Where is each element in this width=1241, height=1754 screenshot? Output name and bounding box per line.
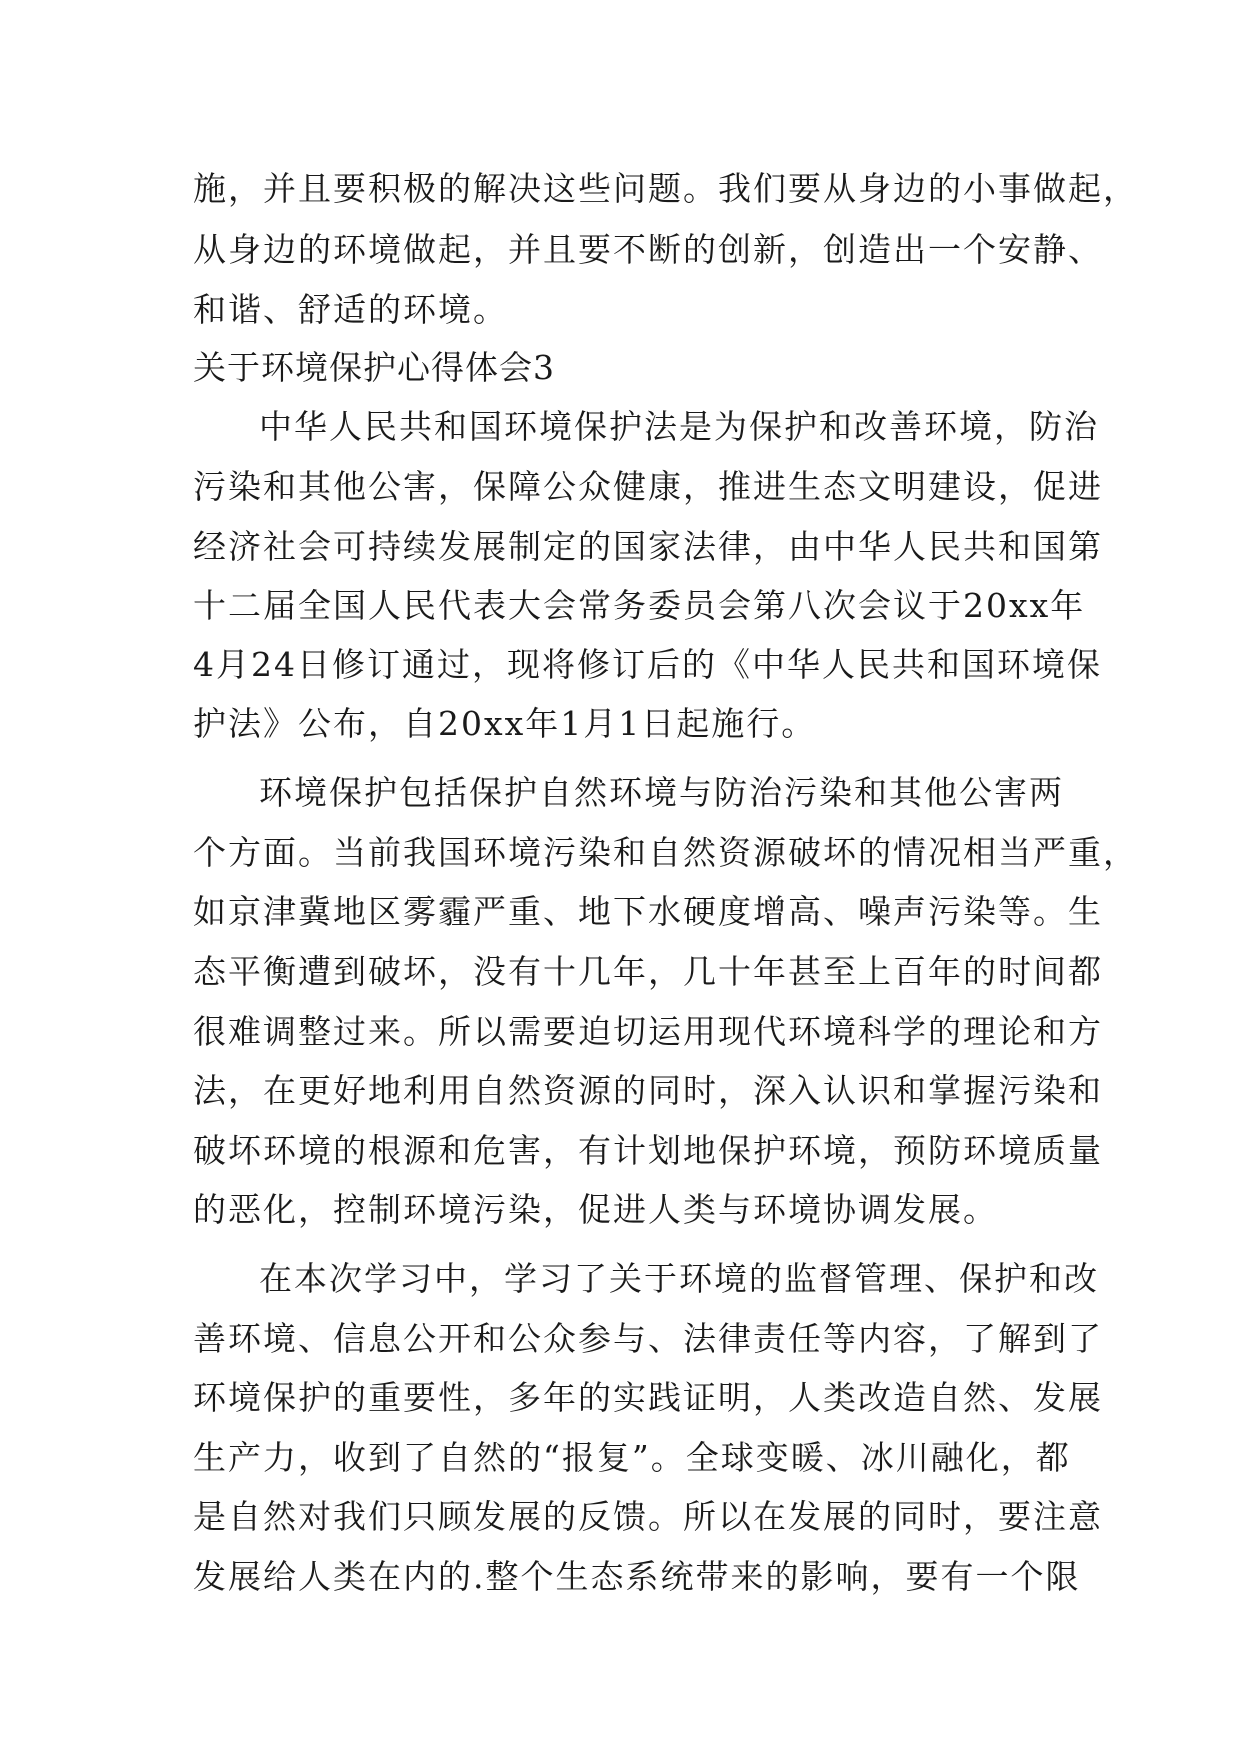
paragraph-line: 的恶化，控制环境污染，促进人类与环境协调发展。 (193, 1190, 998, 1229)
paragraph-line: 中华人民共和国环境保护法是为保护和改善环境，防治 (259, 407, 1099, 446)
paragraph-line: 环境保护的重要性，多年的实践证明，人类改造自然、发展 (193, 1378, 1103, 1417)
paragraph-line: 法，在更好地利用自然资源的同时，深入认识和掌握污染和 (193, 1071, 1103, 1110)
paragraph-line: 态平衡遭到破坏，没有十几年，几十年甚至上百年的时间都 (193, 952, 1103, 991)
paragraph-line: 善环境、信息公开和公众参与、法律责任等内容，了解到了 (193, 1319, 1103, 1358)
paragraph-line: 环境保护包括保护自然环境与防治污染和其他公害两 (259, 773, 1064, 812)
paragraph-line: 经济社会可持续发展制定的国家法律，由中华人民共和国第 (193, 527, 1103, 566)
paragraph-line: 污染和其他公害，保障公众健康，推进生态文明建设，促进 (193, 467, 1103, 506)
section-heading: 关于环境保护心得体会3 (193, 348, 555, 387)
paragraph-line: 十二届全国人民代表大会常务委员会第八次会议于20xx年 (193, 586, 1086, 625)
paragraph-line: 4月24日修订通过，现将修订后的《中华人民共和国环境保 (193, 645, 1102, 684)
paragraph-line: 个方面。当前我国环境污染和自然资源破坏的情况相当严重， (193, 833, 1138, 872)
paragraph-line: 发展给人类在内的.整个生态系统带来的影响，要有一个限 (193, 1557, 1081, 1596)
paragraph-line: 很难调整过来。所以需要迫切运用现代环境科学的理论和方 (193, 1012, 1103, 1051)
paragraph-line: 破坏环境的根源和危害，有计划地保护环境，预防环境质量 (193, 1131, 1103, 1170)
paragraph-line: 和谐、舒适的环境。 (193, 290, 508, 329)
paragraph-line: 生产力，收到了自然的“报复”。全球变暖、冰川融化，都 (193, 1438, 1071, 1477)
paragraph-line: 是自然对我们只顾发展的反馈。所以在发展的同时，要注意 (193, 1497, 1103, 1536)
paragraph-line: 护法》公布，自20xx年1月1日起施行。 (193, 704, 817, 743)
paragraph-line: 从身边的环境做起，并且要不断的创新，创造出一个安静、 (193, 230, 1103, 269)
paragraph-line: 施，并且要积极的解决这些问题。我们要从身边的小事做起， (193, 169, 1138, 208)
paragraph-line: 如京津冀地区雾霾严重、地下水硬度增高、噪声污染等。生 (193, 892, 1103, 931)
paragraph-line: 在本次学习中，学习了关于环境的监督管理、保护和改 (259, 1259, 1099, 1298)
